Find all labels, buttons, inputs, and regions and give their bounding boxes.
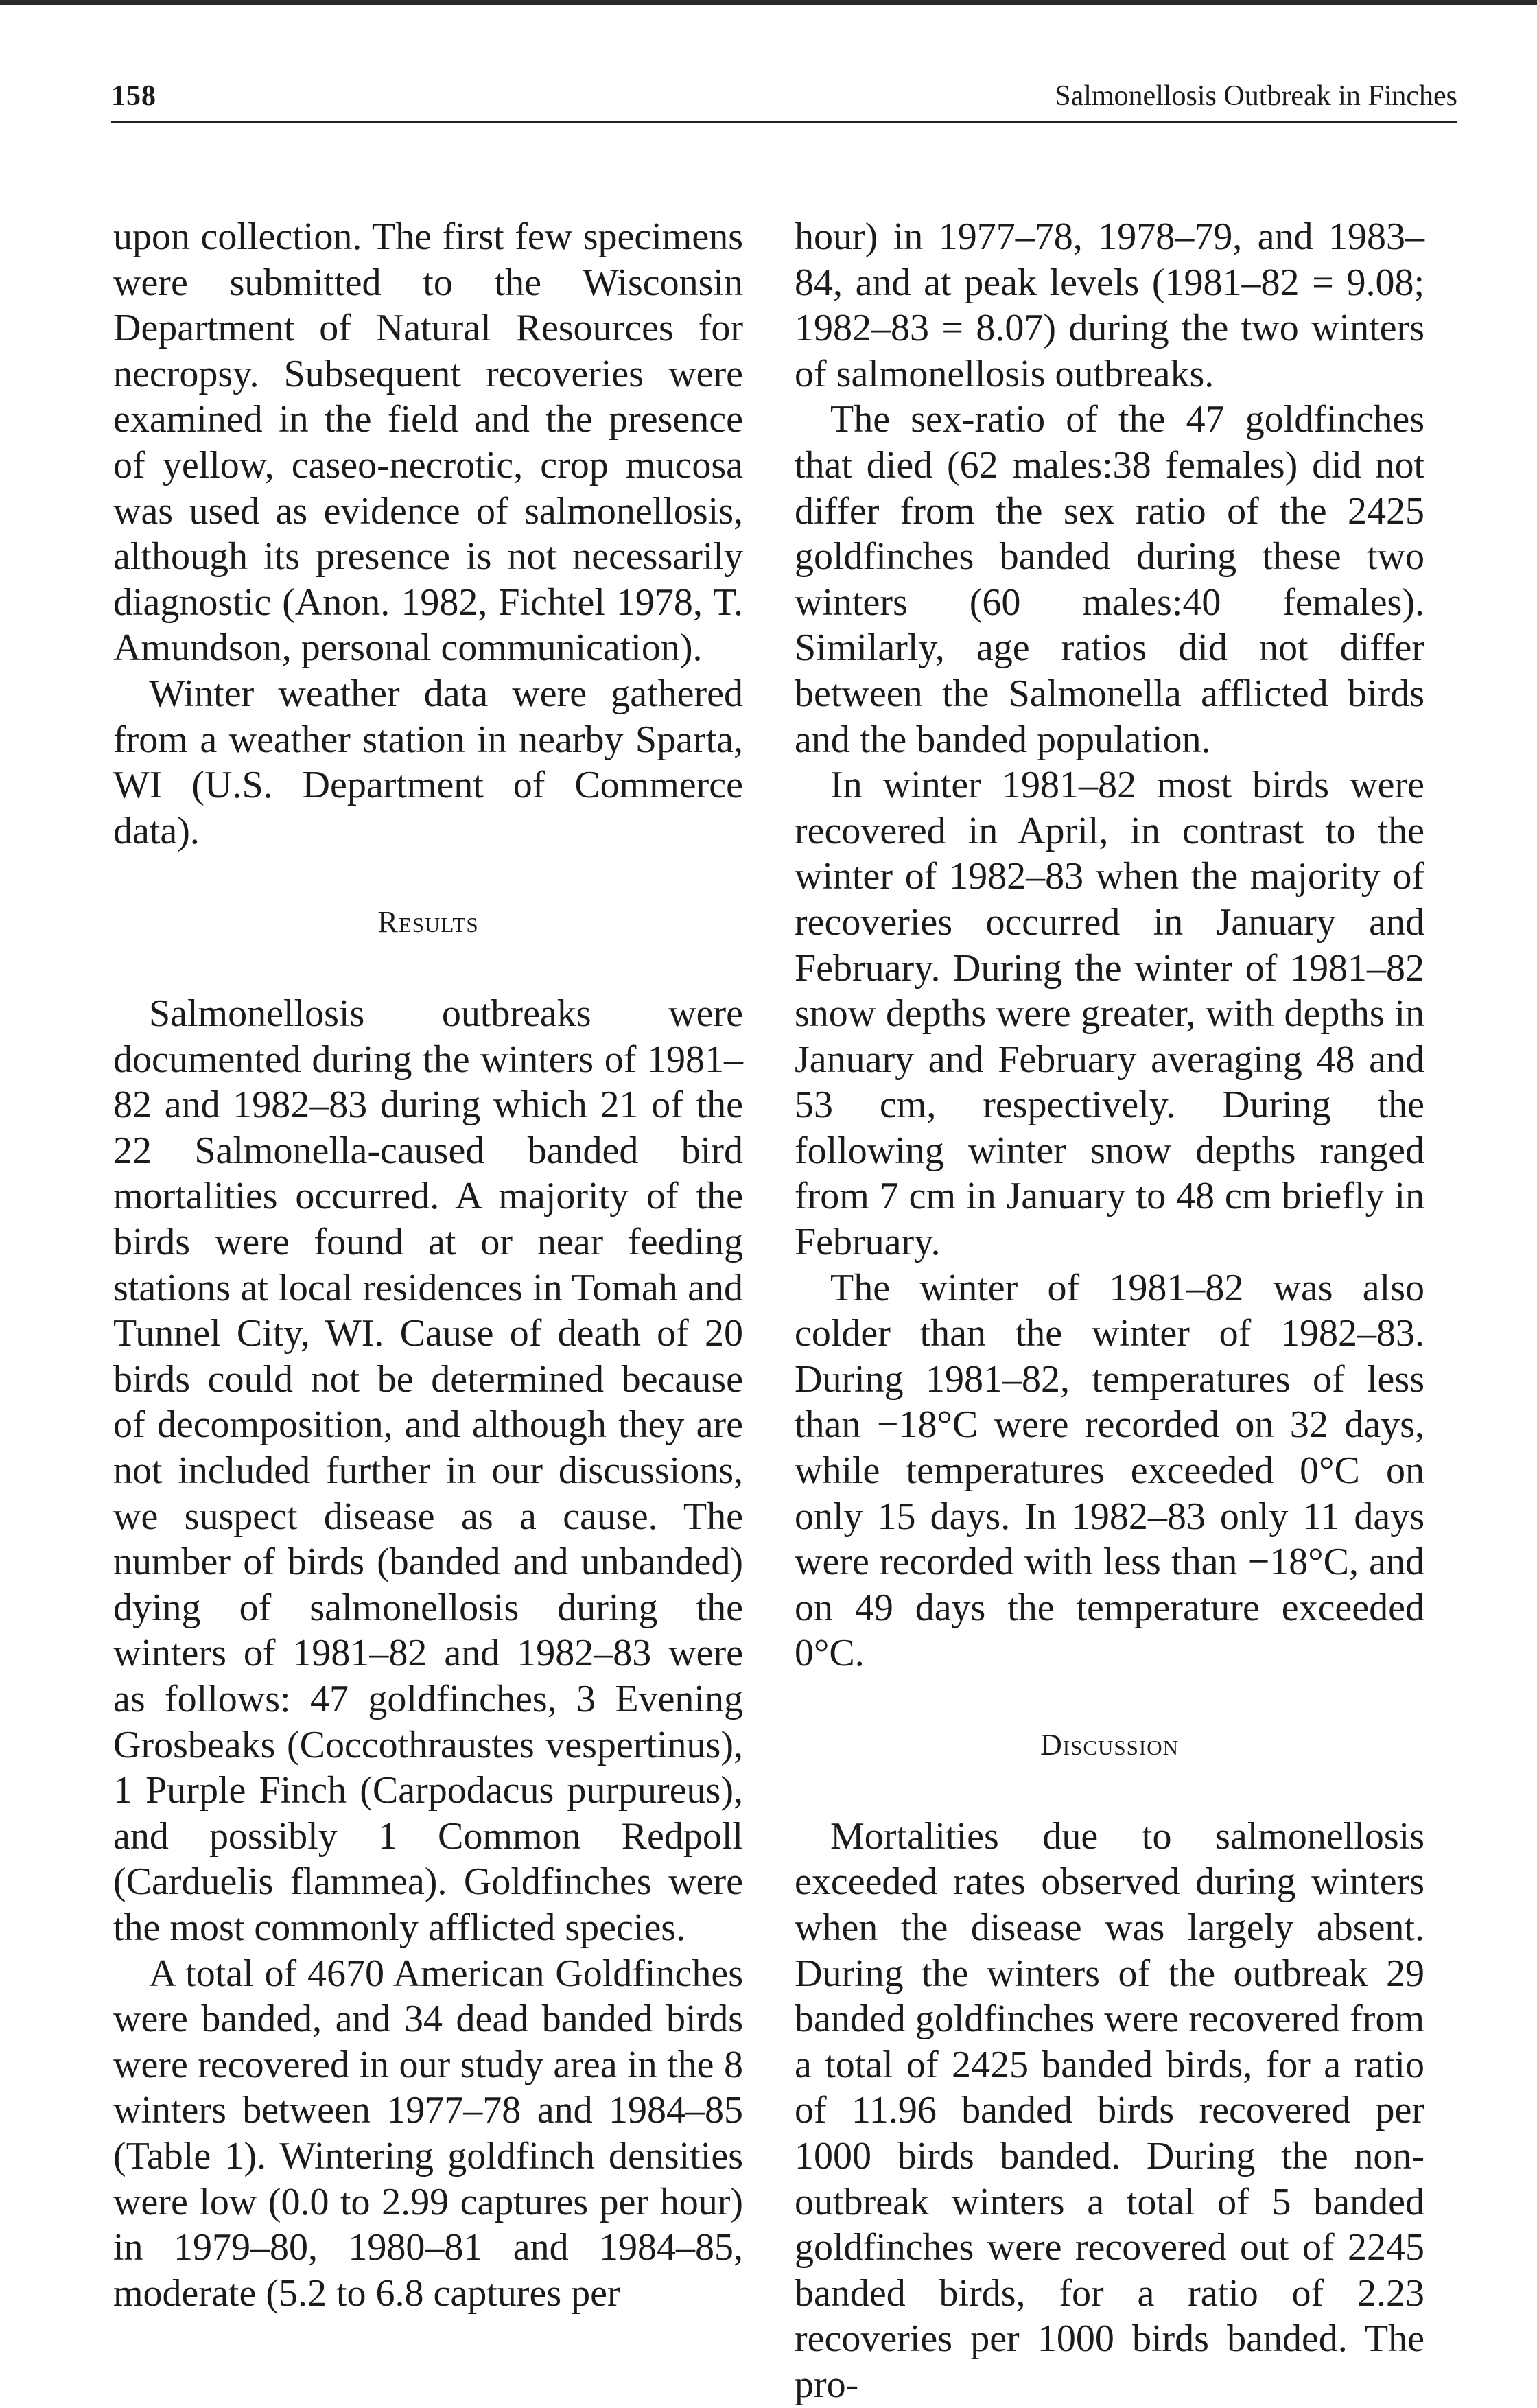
spacer [113, 946, 743, 992]
spacer [795, 1676, 1424, 1722]
results-heading: Results [377, 904, 479, 939]
running-title: Salmonellosis Outbreak in Finches [1055, 80, 1457, 112]
paragraph-recovery-timing: In winter 1981–82 most birds were recovered in April, in contrast to the winter of 1982–83 when the majority of recoveries occurred in January and February. During the winter of 1981–82 snow depths were greater, with depths in January and February averaging 48 and 53 cm, respectively. During the following winter snow depths ranged from 7 cm in January to 48 cm briefly in February. [795, 764, 1424, 1264]
paragraph-weather-data: Winter weather data were gathered from a weather station in nearby Sparta, WI (U.S. Department of Commerce data). [113, 672, 743, 852]
paragraph-capture-rates: hour) in 1977–78, 1978–79, and 1983–84, and at peak levels (1981–82 = 9.08; 1982–83 = 8.07) during the two winters of salmonellosis outbreaks. [795, 215, 1424, 395]
paragraph-mortality-rates: Mortalities due to salmonellosis exceeded rates observed during winters when the disease was largely absent. During the winters of the outbreak 29 banded goldfinches were recovered from a total of 2425 banded birds, for a ratio of 11.96 banded birds recovered per 1000 birds banded. During the non-outbreak winters a total of 5 banded goldfinches were recovered out of 2245 banded birds, for a ratio of 2.23 recoveries per 1000 birds banded. The pro- [795, 1814, 1424, 2406]
discussion-heading: Discussion [1040, 1727, 1179, 1762]
paragraph-sex-ratio: The sex-ratio of the 47 goldfinches that died (62 males:38 females) did not differ from the sex ratio of the 2425 goldfinches banded during these two winters (60 males:40 females). Similarly, age ratios did not differ between the Salmonella afflicted birds and the banded population. [795, 398, 1424, 761]
paragraph-banding-totals: A total of 4670 American Goldfinches were banded, and 34 dead banded birds were recovered in our study area in the 8 winters between 1977–78 and 1984–85 (Table 1). Wintering goldfinch densities were low (0.0 to 2.99 captures per hour) in 1979–80, 1980–81 and 1984–85, moderate (5.2 to 6.8 captures per [113, 1952, 743, 2315]
paragraph-temperatures: The winter of 1981–82 was also colder than the winter of 1982–83. During 1981–82, temperatures of less than −18°C were recorded on 32 days, while temperatures exceeded 0°C on only 15 days. In 1982–83 only 11 days were recorded with less than −18°C, and on 49 days the temperature exceeded 0°C. [795, 1266, 1424, 1675]
paragraph-collection-methods: upon collection. The first few specimens were submitted to the Wisconsin Department of Natural Resources for necropsy. Subsequent recoveries were examined in the field and the presence of yellow, caseo-necrotic, crop mucosa was used as evidence of salmonellosis, although its presence is not necessarily diagnostic (Anon. 1982, Fichtel 1978, T. Amundson, personal communication). [113, 215, 743, 670]
page-number: 158 [111, 80, 156, 112]
spacer [113, 854, 743, 900]
scan-top-edge [0, 0, 1537, 5]
left-column [113, 214, 743, 2316]
right-column [795, 214, 1424, 2408]
paragraph-outbreaks: Salmonellosis outbreaks were documented during the winters of 1981–82 and 1982–83 during which 21 of the 22 Salmonella-caused banded bird mortalities occurred. A majority of the birds were found at or near feeding stations at local residences in Tomah and Tunnel City, WI. Cause of death of 20 birds could not be determined because of decomposition, and although they are not included further in our discussions, we suspect disease as a cause. The number of birds (banded and unbanded) dying of salmonellosis during the winters of 1981–82 and 1982–83 were as follows: 47 goldfinches, 3 Evening Grosbeaks (Coccothraustes vespertinus), 1 Purple Finch (Carpodacus purpureus), and possibly 1 Common Redpoll (Carduelis flammea). Goldfinches were the most commonly afflicted species. [113, 992, 743, 1949]
page-header [111, 69, 1457, 123]
spacer [795, 1768, 1424, 1814]
